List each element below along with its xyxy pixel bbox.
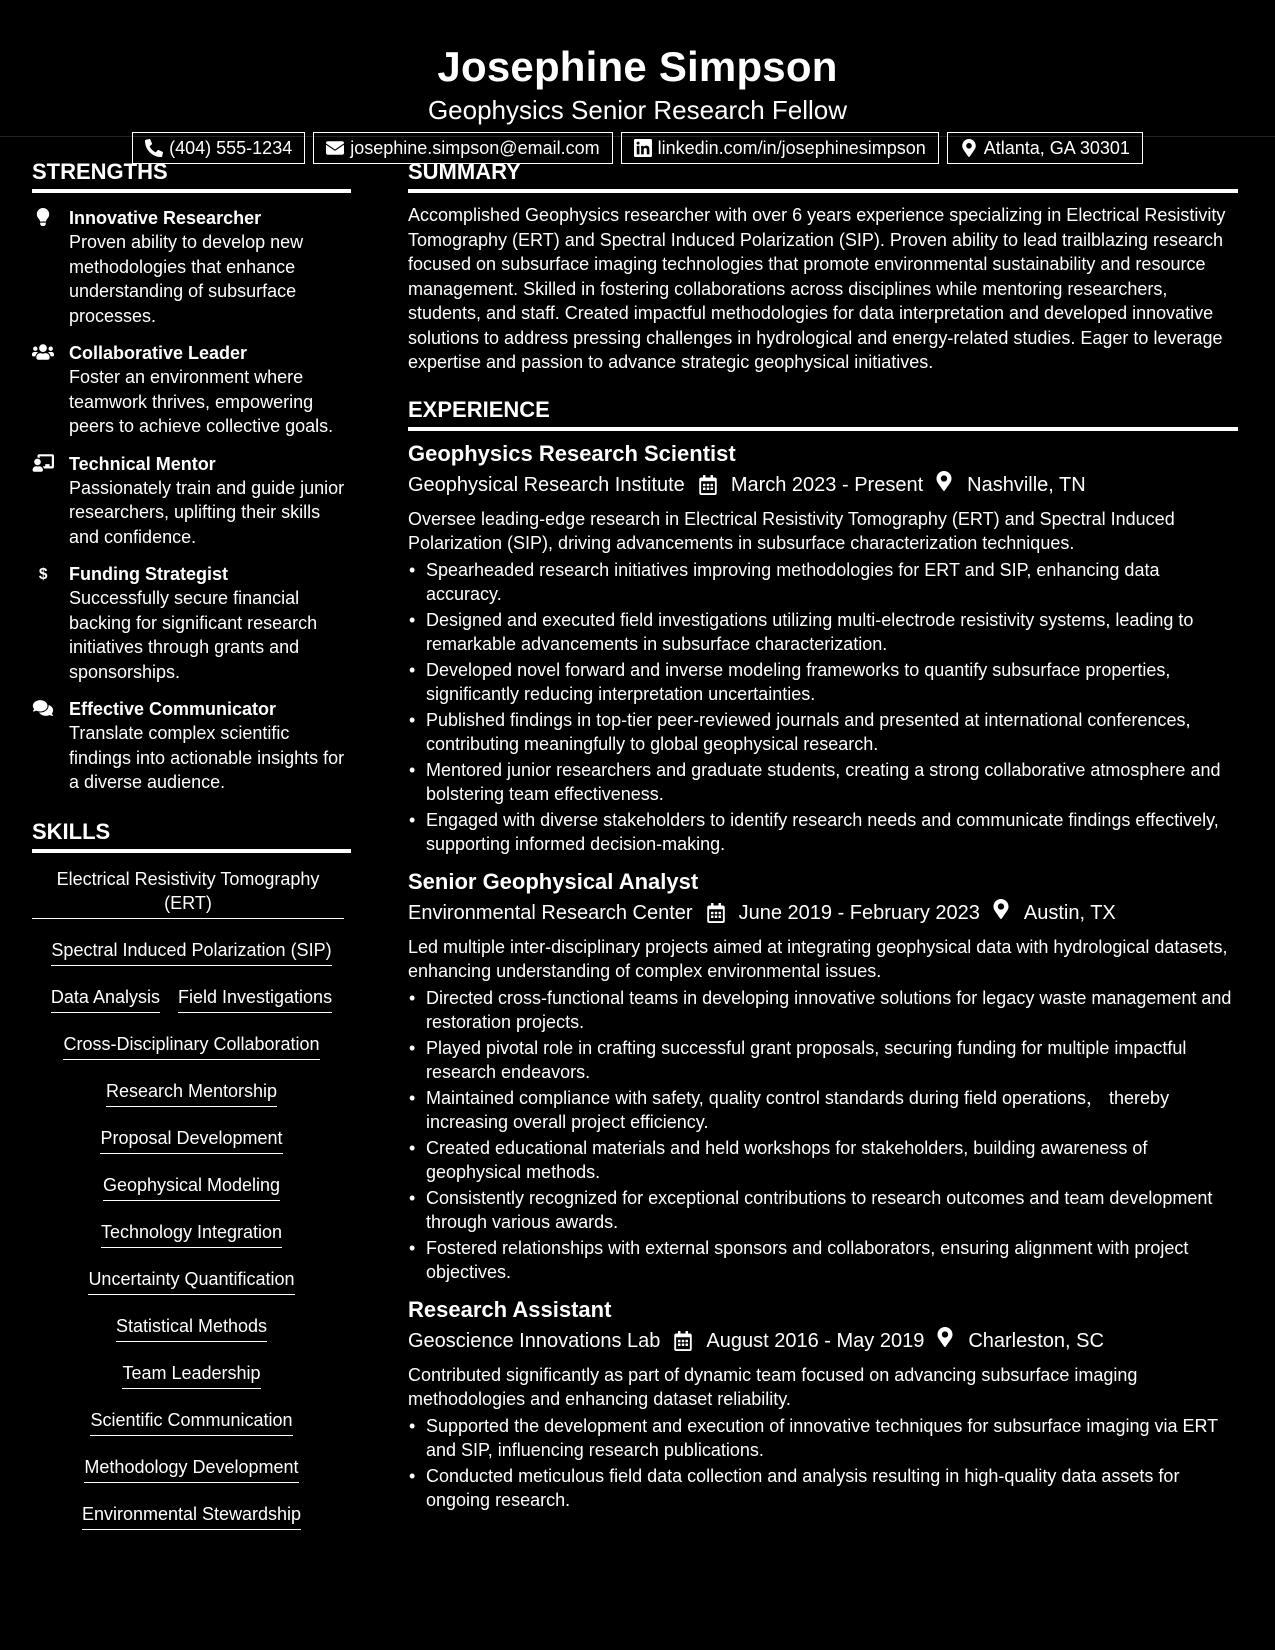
- strength-item: [32, 562, 351, 684]
- job-bullet: • Played pivotal role in crafting successful grant proposals, securing funding for multiple impactful research endeavors.: [426, 1036, 1238, 1085]
- job-bullet: • Consistently recognized for exceptional contributions to research outcomes and team development through various awards.: [426, 1186, 1238, 1235]
- job-desc: Contributed significantly as part of dynamic team focused on advancing subsurface imaging methodologies and enhancing dataset reliability.: [408, 1364, 1138, 1409]
- dollar-icon: [32, 564, 54, 582]
- skill-tag: Technology Integration: [101, 1220, 282, 1248]
- strength-item: [32, 697, 351, 795]
- strength-desc: Successfully secure financial backing for significant research initiatives through grants and sponsorships.: [69, 588, 318, 682]
- job-bullet: • Directed cross-functional teams in developing innovative solutions for legacy waste management and restoration projects.: [426, 986, 1238, 1035]
- comments-icon: [32, 699, 54, 717]
- job-bullet: • Supported the development and execution of innovative techniques for subsurface imaging via ERT and SIP, influencing research publications.: [426, 1414, 1238, 1463]
- skill-tag: Field Investigations: [178, 985, 332, 1013]
- job-dates: August 2016 - May 2019: [706, 1329, 925, 1352]
- resume-header: [0, 0, 1275, 158]
- skill-tag: Cross-Disciplinary Collaboration: [63, 1032, 319, 1060]
- location-pin-icon: [936, 1327, 954, 1347]
- job-bullet: • Engaged with diverse stakeholders to identify research needs and communicate findings effectively, supporting informed decision-making.: [426, 808, 1238, 857]
- strength-name: Funding Strategist: [69, 564, 228, 584]
- contact-phone-text: (404) 555-1234: [169, 137, 293, 158]
- job-bullet: • Conducted meticulous field data collection and analysis resulting in high-quality data assets for ongoing research.: [426, 1464, 1238, 1513]
- candidate-title: Geophysics Senior Research Fellow: [427, 95, 848, 125]
- job-location: Charleston, SC: [968, 1329, 1104, 1352]
- job-entry: [408, 867, 1238, 1285]
- job-bullet: • Published findings in top-tier peer-reviewed journals and presented at international conferences, contributing meaningfully to global geophysical research.: [426, 708, 1238, 757]
- job-meta: [408, 899, 1238, 927]
- right-column: [408, 137, 1238, 1549]
- location-pin-icon: [992, 899, 1010, 919]
- strengths-list: [32, 206, 351, 795]
- users-icon: [32, 343, 54, 361]
- job-bullet: • Spearheaded research initiatives improving methodologies for ERT and SIP, enhancing data accuracy.: [426, 558, 1238, 607]
- job-org: Geophysical Research Institute: [408, 473, 685, 496]
- strength-item: [32, 206, 351, 328]
- job-title: Senior Geophysical Analyst: [408, 868, 699, 894]
- experience-heading: EXPERIENCE: [408, 395, 1238, 431]
- skill-tag: Research Mentorship: [106, 1079, 277, 1107]
- job-bullet: • Fostered relationships with external sponsors and collaborators, ensuring alignment with project objectives.: [426, 1236, 1238, 1285]
- contact-location-text: Atlanta, GA 30301: [983, 137, 1130, 158]
- job-entry: [408, 1295, 1238, 1513]
- calendar-icon: [699, 475, 717, 495]
- job-title: Research Assistant: [408, 1296, 612, 1322]
- skill-tag: Statistical Methods: [116, 1314, 267, 1342]
- calendar-icon: [707, 903, 725, 923]
- skill-tag: Methodology Development: [84, 1455, 298, 1483]
- strength-item: [32, 452, 351, 550]
- skill-tag: Electrical Resistivity Tomography (ERT): [32, 867, 344, 919]
- candidate-name: Josephine Simpson: [437, 43, 838, 90]
- skill-tag: Uncertainty Quantification: [88, 1267, 294, 1295]
- skills-heading: SKILLS: [32, 817, 351, 853]
- job-bullet: • Developed novel forward and inverse modeling frameworks to quantify subsurface properties, significantly reducing interpretation uncertainties.: [426, 658, 1238, 707]
- skills-list: [32, 867, 351, 1530]
- strength-name: Collaborative Leader: [69, 343, 248, 363]
- job-org: Geoscience Innovations Lab: [408, 1329, 661, 1352]
- contact-linkedin-text: linkedin.com/in/josephinesimpson: [657, 137, 926, 158]
- skill-tag: Geophysical Modeling: [103, 1173, 280, 1201]
- job-bullet: • Created educational materials and held workshops for stakeholders, building awareness of geophysical methods.: [426, 1136, 1238, 1185]
- skill-tag: Proposal Development: [100, 1126, 282, 1154]
- job-bullet: • Designed and executed field investigations utilizing multi-electrode resistivity systems, leading to remarkable advancements in subsurface characterization.: [426, 608, 1238, 657]
- strength-name: Effective Communicator: [69, 699, 277, 719]
- job-bullet: • Maintained compliance with safety, quality control standards during field operations， thereby increasing overall project efficiency.: [426, 1086, 1238, 1135]
- job-bullets: [408, 986, 1238, 1285]
- strength-desc: Translate complex scientific findings into actionable insights for a diverse audience.: [69, 723, 345, 792]
- strength-desc: Proven ability to develop new methodologies that enhance understanding of subsurface processes.: [69, 232, 304, 326]
- job-bullets: [408, 1414, 1238, 1513]
- strength-name: Technical Mentor: [69, 453, 216, 474]
- strength-desc: Passionately train and guide junior researchers, uplifting their skills and confidence.: [69, 477, 345, 547]
- job-desc: Led multiple inter-disciplinary projects aimed at integrating geophysical data with hydrological datasets, enhancing understanding of complex environmental issues.: [408, 936, 1228, 981]
- job-bullets: [408, 558, 1238, 857]
- left-column: [32, 137, 351, 1549]
- skill-tag: Data Analysis: [51, 985, 160, 1013]
- summary-heading: SUMMARY: [408, 157, 1238, 193]
- skill-tag: Team Leadership: [122, 1361, 260, 1389]
- job-dates: March 2023 - Present: [730, 473, 924, 496]
- contact-email-text: josephine.simpson@email.com: [350, 137, 600, 158]
- job-meta: [408, 1327, 1238, 1355]
- strengths-heading: STRENGTHS: [32, 157, 351, 193]
- strength-desc: Foster an environment where teamwork thrives, empowering peers to achieve collective goals.: [69, 367, 334, 436]
- strength-name: Innovative Researcher: [69, 208, 262, 228]
- lightbulb-icon: [32, 208, 54, 226]
- job-dates: June 2019 - February 2023: [738, 901, 980, 924]
- svg-text:$: $: [38, 565, 48, 582]
- location-pin-icon: [935, 471, 953, 491]
- job-location: Austin, TX: [1023, 901, 1116, 924]
- job-desc: Oversee leading-edge research in Electrical Resistivity Tomography (ERT) and Spectral Induced Polarization (SIP), driving advancements in subsurface characterization techniques.: [408, 508, 1175, 553]
- skill-tag: Spectral Induced Polarization (SIP): [51, 938, 331, 966]
- job-meta: [408, 471, 1238, 499]
- job-location: Nashville, TN: [967, 473, 1086, 496]
- calendar-icon: [674, 1331, 692, 1351]
- skill-tag: Scientific Communication: [90, 1408, 292, 1436]
- skill-tag: Environmental Stewardship: [82, 1502, 301, 1530]
- job-entry: [408, 439, 1238, 857]
- chalkboard-teacher-icon: [32, 454, 54, 472]
- strength-item: [32, 341, 351, 439]
- job-title: Geophysics Research Scientist: [408, 440, 736, 466]
- job-bullet: • Mentored junior researchers and graduate students, creating a strong collaborative atmosphere and bolstering team effectiveness.: [426, 758, 1238, 807]
- job-org: Environmental Research Center: [408, 901, 693, 924]
- summary-text: Accomplished Geophysics researcher with over 6 years experience specializing in Electrical Resistivity Tomography (ERT) and Spectral Induced Polarization (SIP). Proven ability to lead trailblazing research focused on subsurface imaging technologies that promote environmental sustainability and resource management. Skilled in fostering collaborations across disciplines while mentoring researchers, students, and staff. Created impactful methodologies for data interpretation and developed innovative solutions to address pressing challenges in hydrological and energy-related studies. Eager to leverage expertise and passion to advance strategic geophysical initiatives.: [408, 205, 1226, 372]
